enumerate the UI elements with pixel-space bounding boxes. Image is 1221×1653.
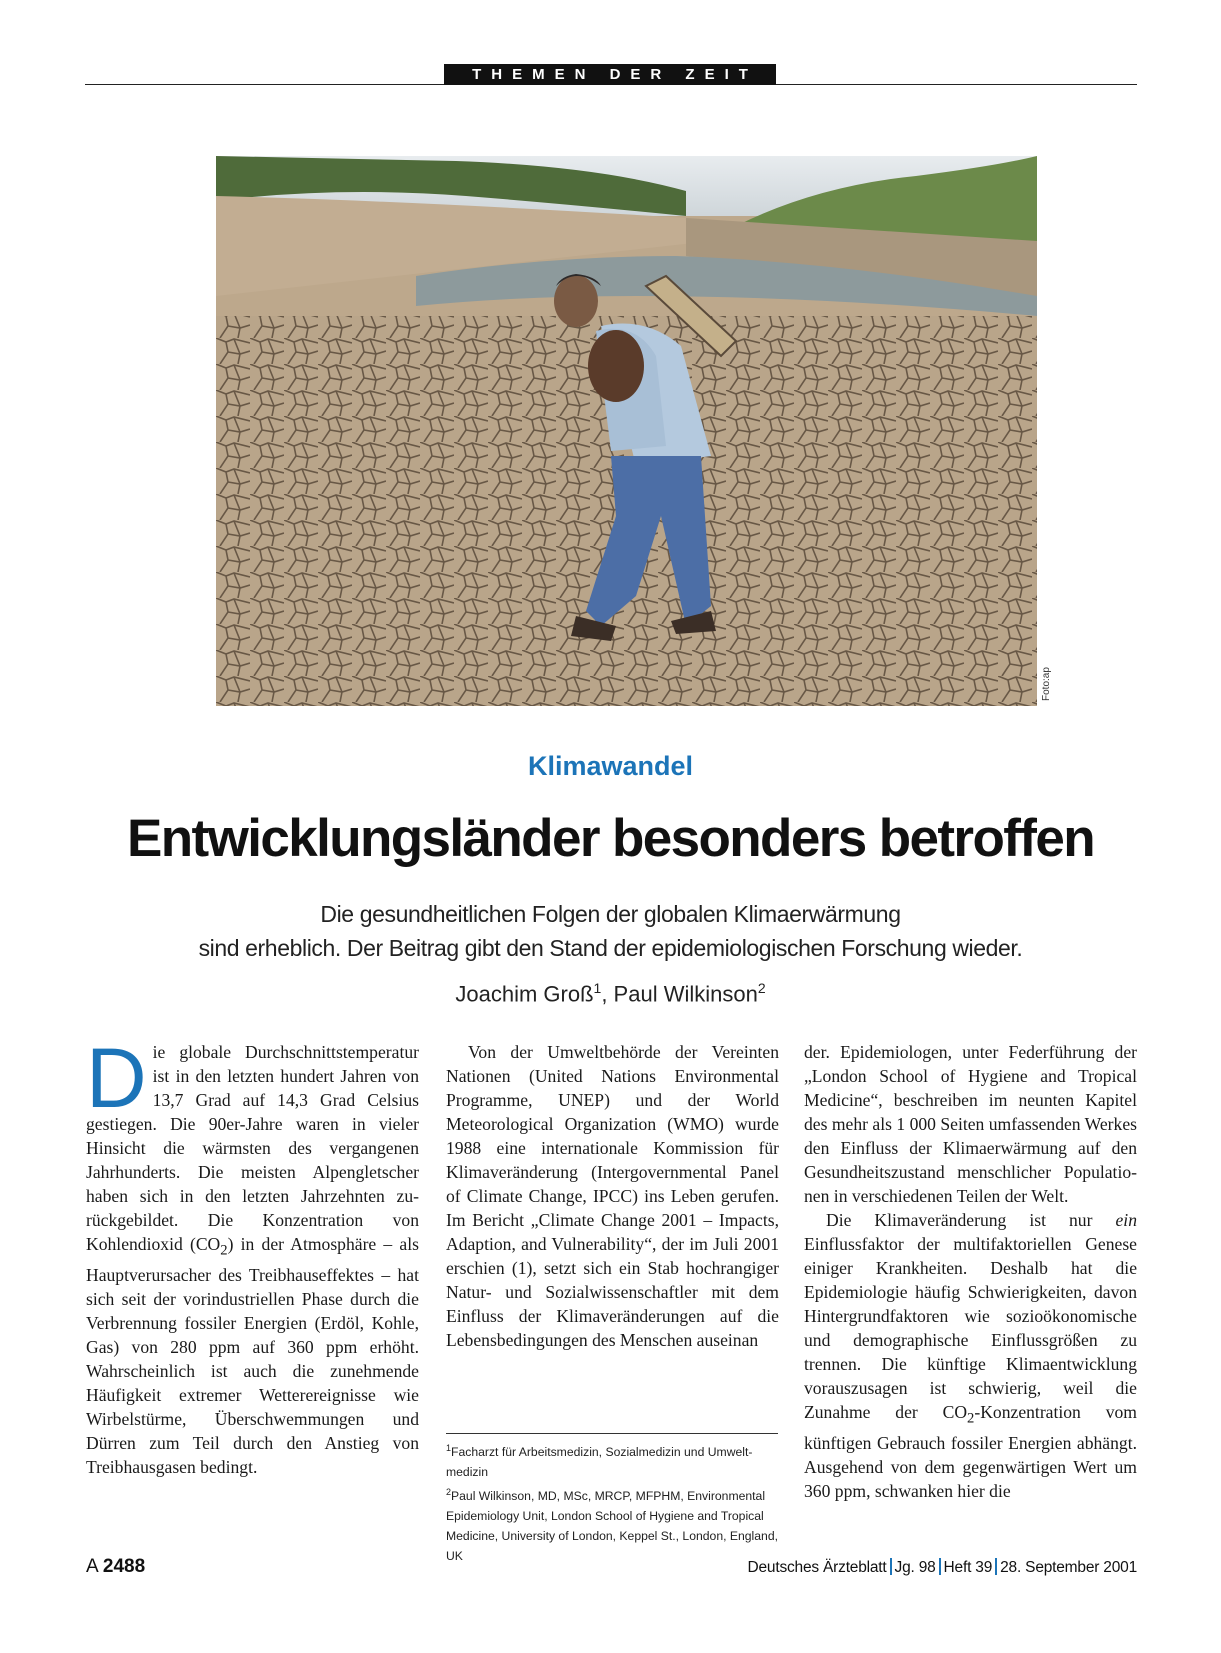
body-text: ie globale Durchschnittstemperatur ist in den letzten hundert Jahren von 13,7 Grad auf 14,3 Grad Celsius gestiegen. Die 90er-Jahre waren in vieler Hinsicht die wärmsten des vergangenen Jahrhunderts. Die meisten Alpengletscher haben sich in den letzten Jahrzehnten zurückgebildet. Die Konzentration von Kohlendioxid (CO — [86, 1042, 419, 1254]
body-text: ) in der Atmosphäre – als Hauptverursacher des Treibhauseffektes – hat sich seit der vorindustriellen Phase durch die Verbrennung fossiler Energien (Erdöl, Kohle, Gas) von 280 ppm auf 360 ppm erhöht. Wahrscheinlich ist auch die zunehmende Häufigkeit extremer Wetterereignisse wie Wirbelstürme, Überschwemmungen und Dürren zum Teil durch den Anstieg von Treibhausgasen bedingt. — [86, 1234, 419, 1477]
emphasis: ein — [1115, 1210, 1137, 1230]
author-2-affiliation-mark: 2 — [757, 980, 766, 996]
photo-credit: Foto:ap — [1041, 667, 1052, 701]
body-column-1 — [86, 1031, 419, 1479]
author-1-affiliation-mark: 1 — [593, 980, 602, 996]
body-text: -Konzentration vom künftigen Gebrauch fossiler Energien abhängt. Ausgehend von dem gegenwärtigen Wert um 360 ppm, schwanken hier die — [804, 1402, 1137, 1501]
footnote-text: Facharzt für Arbeitsmedizin, Sozialmedizin und Umweltmedizin — [446, 1445, 753, 1480]
journal-date: 28. September 2001 — [1000, 1559, 1137, 1576]
body-paragraph — [86, 1031, 419, 1479]
author-separator: , — [601, 981, 614, 1007]
article-authors — [0, 980, 1221, 1007]
footnote-2 — [446, 1482, 778, 1566]
lead-line-1: Die gesundheitlichen Folgen der globalen Klimaerwärmung — [320, 901, 901, 927]
footer-separator — [939, 1558, 941, 1575]
body-paragraph — [804, 1208, 1137, 1503]
article-kicker: Klimawandel — [527, 751, 694, 781]
body-column-2 — [446, 1040, 779, 1352]
article-headline: Entwicklungsländer besonders betroffen — [127, 809, 1094, 868]
journal-footer — [748, 1558, 1138, 1577]
footer-separator — [995, 1558, 997, 1575]
page-number-value: 2488 — [102, 1556, 146, 1577]
body-column-3 — [804, 1040, 1137, 1503]
body-paragraph: der. Epidemiologen, unter Federführung der „London School of Hygiene and Tropical Medicine“, beschreiben im neunten Kapitel des mehr als 1 000 Seiten umfassenden Werkes den Einfluss der Klimaerwärmung auf den Gesundheitszustand menschlicher Populationen in verschiedenen Teilen der Welt. — [804, 1042, 1137, 1206]
drop-cap: D — [86, 1031, 147, 1125]
footnote-mark: 2 — [446, 1487, 452, 1498]
body-text: Einflussfaktor der multifaktoriellen Genese einiger Krankheiten. Deshalb hat die Epidemiologie häufig Schwierigkeiten, davon Hintergrundfaktoren wie sozioökonomische und demographische Einflussgrößen zu trennen. Die künftige Klimaentwicklung vorauszusagen ist schwierig, weil die Zunahme der CO — [804, 1234, 1137, 1422]
journal-name: Deutsches Ärzteblatt — [747, 1559, 887, 1576]
subscript: 2 — [967, 1410, 975, 1427]
page-prefix: A — [86, 1556, 103, 1577]
author-1: Joachim Groß — [455, 981, 594, 1007]
journal-volume: Jg. 98 — [894, 1559, 936, 1576]
page-number — [86, 1556, 145, 1578]
footnote-1 — [446, 1438, 778, 1482]
author-2: Paul Wilkinson — [613, 981, 758, 1007]
article-lead — [90, 897, 1131, 965]
footnote-mark: 1 — [446, 1443, 452, 1453]
footer-separator — [890, 1558, 892, 1575]
body-text: Die Klimaveränderung ist nur — [826, 1210, 1116, 1230]
footnote-text: Paul Wilkinson, MD, MSc, MRCP, MFPHM, Environmental Epidemiology Unit, London School of Hygiene and Tropical Medicine, University of London, Keppel St., London, England, UK — [446, 1489, 778, 1564]
body-paragraph: Von der Umweltbehörde der Vereinten Nationen (United Nations Environmental Programme, UNEP) und der World Meteorological Organization (WMO) wurde 1988 eine internationale Kommission für Klimaveränderung (Intergovernmental Panel of Climate Change, IPCC) ins Leben gerufen. Im Bericht „Climate Change 2001 – Impacts, Adaption, and Vulnerability“, der im Juli 2001 erschien (1), setzt sich ein Stab hochrangiger Natur- und Sozialwissenschaftler mit dem Einfluss der Klimaveränderungen auf die Lebensbedingungen des Menschen auseinan — [446, 1042, 779, 1350]
section-banner: THEMEN DER ZEIT — [444, 64, 776, 85]
journal-issue: Heft 39 — [943, 1559, 993, 1576]
subscript: 2 — [220, 1242, 228, 1259]
article-photo — [216, 156, 1037, 706]
footnotes — [446, 1433, 778, 1566]
lead-line-2: sind erheblich. Der Beitrag gibt den Stand der epidemiologischen Forschung wieder. — [198, 935, 1023, 961]
